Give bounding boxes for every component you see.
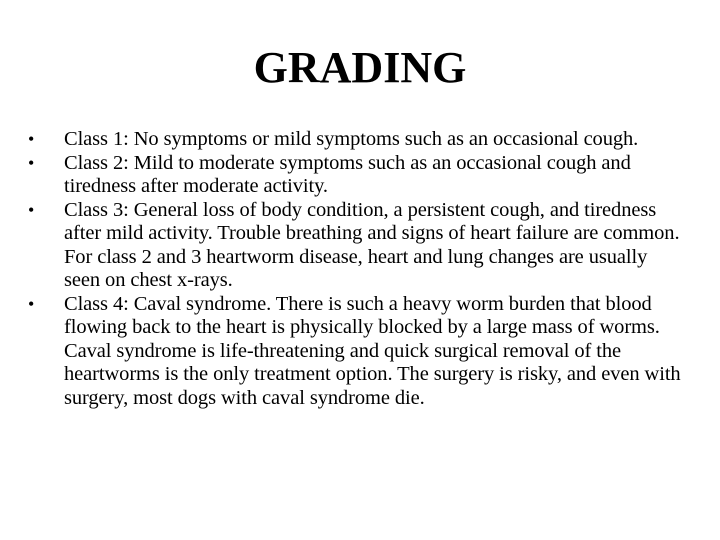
bullet-list [28, 128, 688, 410]
bullet-icon: • [28, 152, 35, 173]
bullet-item-class-2 [28, 152, 688, 199]
bullet-item-class-1 [28, 128, 688, 152]
bullet-text: Class 2: Mild to moderate symptoms such as an occasional cough and tiredness after moderate activity. [64, 151, 631, 197]
slide-title: GRADING [253, 43, 467, 92]
bullet-item-class-3 [28, 199, 688, 293]
bullet-text: Class 4: Caval syndrome. There is such a heavy worm burden that blood flowing back to the heart is physically blocked by a large mass of worms. Caval syndrome is life-threatening and quick surgical removal of the heartworms is the only treatment option. The surgery is risky, and even with surgery, most dogs with caval syndrome die. [64, 292, 681, 409]
bullet-text: Class 1: No symptoms or mild symptoms such as an occasional cough. [64, 128, 639, 150]
bullet-text: Class 3: General loss of body condition, a persistent cough, and tiredness after mild activity. Trouble breathing and signs of heart failure are common. For class 2 and 3 heartworm disease, heart and lung changes are usually seen on chest x-rays. [64, 198, 680, 291]
bullet-icon: • [28, 199, 35, 220]
bullet-item-class-4 [28, 293, 688, 411]
bullet-icon: • [28, 129, 35, 149]
bullet-icon: • [28, 293, 35, 314]
